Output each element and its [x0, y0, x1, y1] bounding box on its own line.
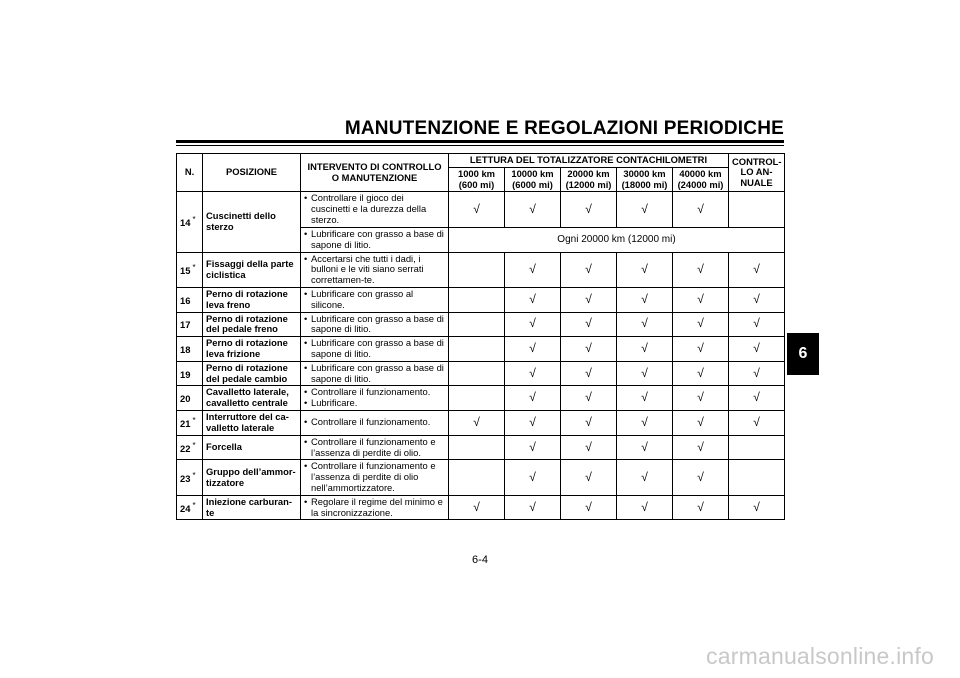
row-number: 23 * [177, 460, 203, 495]
row-position: Perno di rotazione del pedale cambio [203, 361, 301, 386]
row-action: • Accertarsi che tutti i dadi, i bulloni e le viti siano serrati correttamen-te. [301, 252, 449, 287]
chapter-tab[interactable]: 6 [787, 333, 819, 375]
row-number: 24 * [177, 495, 203, 520]
page-number: 6-4 [472, 554, 488, 566]
check-cell: √ [617, 411, 673, 436]
check-cell: √ [617, 312, 673, 337]
table-row [177, 361, 785, 386]
check-cell: √ [729, 495, 785, 520]
title-rule-thin [176, 145, 784, 146]
check-cell: √ [505, 192, 561, 227]
row-action: • Controllare il funzionamento. [301, 411, 449, 436]
title-rule-thick [176, 140, 784, 143]
watermark: carmanualsonline.info [706, 643, 934, 669]
check-cell: √ [561, 386, 617, 411]
check-cell [449, 386, 505, 411]
row-action: • Lubrificare con grasso al silicone. [301, 287, 449, 312]
check-cell [449, 312, 505, 337]
header-interval-3: 20000 km (12000 mi) [561, 167, 617, 192]
row-number: 19 [177, 361, 203, 386]
check-cell: √ [673, 312, 729, 337]
check-cell: √ [617, 361, 673, 386]
check-cell: √ [449, 411, 505, 436]
check-cell: √ [561, 460, 617, 495]
check-cell: √ [673, 337, 729, 362]
check-cell: √ [729, 386, 785, 411]
page-title: MANUTENZIONE E REGOLAZIONI PERIODICHE [344, 118, 784, 139]
row-number: 18 [177, 337, 203, 362]
check-cell [449, 287, 505, 312]
check-cell [729, 192, 785, 227]
check-cell [729, 435, 785, 460]
check-cell: √ [729, 361, 785, 386]
check-cell: √ [729, 287, 785, 312]
check-cell [449, 337, 505, 362]
row-number: 20 [177, 386, 203, 411]
interval-note: Ogni 20000 km (12000 mi) [449, 227, 785, 252]
row-number: 14 * [177, 192, 203, 252]
check-cell [729, 460, 785, 495]
header-annual: CONTROL-LO AN-NUALE [729, 154, 785, 192]
row-position: Iniezione carburan-te [203, 495, 301, 520]
row-position: Perno di rotazione leva frizione [203, 337, 301, 362]
row-position: Forcella [203, 435, 301, 460]
check-cell [449, 252, 505, 287]
check-cell: √ [505, 312, 561, 337]
row-position: Fissaggi della parte ciclistica [203, 252, 301, 287]
check-cell: √ [673, 435, 729, 460]
check-cell: √ [505, 460, 561, 495]
check-cell: √ [673, 411, 729, 436]
check-cell: √ [673, 361, 729, 386]
row-action: • Lubrificare con grasso a base di sapone di litio. [301, 337, 449, 362]
check-cell: √ [505, 287, 561, 312]
table-row [177, 435, 785, 460]
check-cell [449, 361, 505, 386]
check-cell: √ [673, 460, 729, 495]
header-n: N. [177, 154, 203, 192]
header-position: POSIZIONE [203, 154, 301, 192]
check-cell: √ [505, 361, 561, 386]
table-row [177, 386, 785, 411]
row-number: 17 [177, 312, 203, 337]
maintenance-table [176, 153, 785, 520]
check-cell: √ [673, 287, 729, 312]
check-cell: √ [449, 192, 505, 227]
check-cell: √ [505, 252, 561, 287]
table-row [177, 287, 785, 312]
header-interval-2: 10000 km (6000 mi) [505, 167, 561, 192]
row-action: • Controllare il funzionamento e l’assenza di perdite di olio nell’ammortizzatore. [301, 460, 449, 495]
row-action: • Controllare il funzionamento. • Lubrificare. [301, 386, 449, 411]
table-row [177, 192, 785, 227]
check-cell: √ [617, 495, 673, 520]
check-cell: √ [729, 252, 785, 287]
header-interval-5: 40000 km (24000 mi) [673, 167, 729, 192]
row-number: 22 * [177, 435, 203, 460]
table-row [177, 460, 785, 495]
check-cell: √ [561, 287, 617, 312]
row-position: Perno di rotazione del pedale freno [203, 312, 301, 337]
check-cell: √ [505, 337, 561, 362]
table-row [177, 337, 785, 362]
check-cell: √ [729, 312, 785, 337]
row-position: Interruttore del ca-valletto laterale [203, 411, 301, 436]
row-action: • Lubrificare con grasso a base di sapone di litio. [301, 227, 449, 252]
row-position: Perno di rotazione leva freno [203, 287, 301, 312]
table-row [177, 495, 785, 520]
check-cell: √ [617, 386, 673, 411]
check-cell: √ [561, 411, 617, 436]
row-number: 16 [177, 287, 203, 312]
check-cell: √ [729, 337, 785, 362]
check-cell: √ [617, 192, 673, 227]
check-cell: √ [561, 361, 617, 386]
table-row [177, 411, 785, 436]
header-intervention: INTERVENTO DI CONTROLLO O MANUTENZIONE [301, 154, 449, 192]
row-position: Gruppo dell’ammor-tizzatore [203, 460, 301, 495]
row-number: 21 * [177, 411, 203, 436]
check-cell: √ [505, 435, 561, 460]
check-cell: √ [561, 435, 617, 460]
check-cell: √ [561, 337, 617, 362]
check-cell: √ [561, 252, 617, 287]
row-action: • Regolare il regime del minimo e la sincronizzazione. [301, 495, 449, 520]
check-cell [449, 435, 505, 460]
row-number: 15 * [177, 252, 203, 287]
check-cell: √ [617, 337, 673, 362]
check-cell: √ [673, 495, 729, 520]
header-interval-1: 1000 km (600 mi) [449, 167, 505, 192]
check-cell: √ [673, 386, 729, 411]
check-cell: √ [673, 252, 729, 287]
check-cell: √ [729, 411, 785, 436]
check-cell: √ [505, 495, 561, 520]
row-action: • Lubrificare con grasso a base di sapone di litio. [301, 361, 449, 386]
check-cell: √ [617, 287, 673, 312]
check-cell: √ [617, 252, 673, 287]
row-position: Cavalletto laterale, cavalletto centrale [203, 386, 301, 411]
check-cell: √ [617, 435, 673, 460]
row-action: • Controllare il funzionamento e l’assenza di perdite di olio. [301, 435, 449, 460]
row-action: • Lubrificare con grasso a base di sapone di litio. [301, 312, 449, 337]
table-row [177, 252, 785, 287]
header-interval-4: 30000 km (18000 mi) [617, 167, 673, 192]
check-cell: √ [505, 386, 561, 411]
check-cell: √ [561, 312, 617, 337]
check-cell: √ [561, 192, 617, 227]
row-action: • Controllare il gioco dei cuscinetti e la durezza della sterzo. [301, 192, 449, 227]
row-position: Cuscinetti dello sterzo [203, 192, 301, 252]
check-cell: √ [449, 495, 505, 520]
check-cell: √ [617, 460, 673, 495]
header-odometer: LETTURA DEL TOTALIZZATORE CONTACHILOMETRI [449, 154, 729, 168]
check-cell: √ [673, 192, 729, 227]
check-cell: √ [561, 495, 617, 520]
table-row [177, 312, 785, 337]
check-cell: √ [505, 411, 561, 436]
check-cell [449, 460, 505, 495]
